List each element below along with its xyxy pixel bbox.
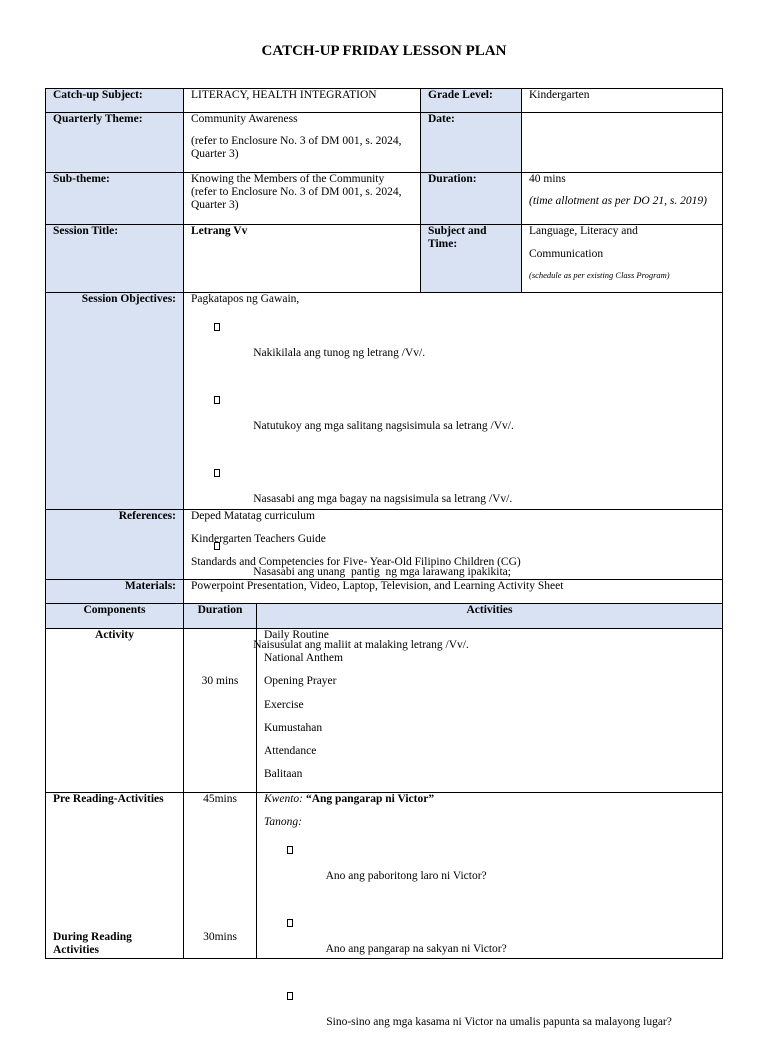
- reference-item: Standards and Competencies for Five- Year-Old Filipino Children (CG): [191, 556, 521, 568]
- grade-level-value: Kindergarten: [521, 88, 723, 113]
- sub-theme-label: Sub-theme:: [45, 172, 184, 225]
- quarterly-theme-value: Community Awareness: [191, 113, 298, 125]
- activity-item: Opening Prayer: [264, 675, 337, 688]
- duration-cell: [521, 172, 723, 225]
- activity-item: National Anthem: [264, 652, 343, 665]
- during-reading-duration: 30mins: [203, 931, 237, 943]
- catchup-subject-value: LITERACY, HEALTH INTEGRATION: [183, 88, 421, 113]
- reading-duration-cell: [183, 792, 257, 959]
- objective-item: [191, 321, 715, 373]
- quarterly-theme-cell: [183, 112, 421, 173]
- box-bullet-icon: [214, 396, 220, 404]
- question-item: [264, 844, 715, 896]
- question-item: [264, 917, 715, 969]
- objectives-intro: Pagkatapos ng Gawain,: [191, 293, 300, 305]
- activity-duration-cell: [183, 628, 257, 793]
- question-text: Ano ang pangarap na sakyan ni Victor?: [325, 943, 507, 955]
- subject-time-cell: [521, 224, 723, 293]
- story-title: “Ang pangarap ni Victor”: [305, 793, 435, 805]
- activity-item: Exercise: [264, 698, 304, 711]
- activity-item: Attendance: [264, 744, 317, 757]
- subject-time-label: Subject and Time:: [428, 225, 487, 250]
- activity-list-cell: [256, 628, 723, 793]
- subject-time-label-cell: [420, 224, 522, 293]
- subject-time-note: (schedule as per existing Class Program): [529, 270, 670, 280]
- quarterly-theme-label: Quarterly Theme:: [45, 112, 184, 173]
- reference-item: Deped Matatag curriculum: [191, 510, 315, 522]
- activity-component: Activity: [45, 628, 184, 793]
- box-bullet-icon: [287, 992, 293, 1000]
- session-title-label: Session Title:: [45, 224, 184, 293]
- components-header: Components: [45, 603, 184, 629]
- objective-text: Natutukoy ang mga salitang nagsisimula sa letrang /Vv/.: [253, 420, 514, 432]
- activity-item: Kumustahan: [264, 721, 323, 734]
- catchup-subject-label: Catch-up Subject:: [45, 88, 184, 113]
- duration-note: (time allotment as per DO 21, s. 2019): [529, 195, 707, 207]
- activities-header: Activities: [256, 603, 723, 629]
- question-item: [264, 990, 715, 1042]
- date-value: [521, 112, 723, 173]
- question-text: Ano ang paboritong laro ni Victor?: [325, 870, 487, 882]
- reading-activities-cell: [256, 792, 723, 1028]
- objective-text: Nasasabi ang unang pantig ng mga larawang ipakikita;: [253, 566, 511, 578]
- activity-duration: 30 mins: [201, 675, 239, 687]
- objective-item: [191, 394, 715, 446]
- reading-component-cell: [45, 792, 184, 959]
- session-objectives-label: Session Objectives:: [45, 292, 184, 510]
- box-bullet-icon: [287, 919, 293, 927]
- materials-value: Powerpoint Presentation, Video, Laptop, Television, and Learning Activity Sheet: [183, 579, 723, 604]
- session-title-value: Letrang Vv: [183, 224, 421, 293]
- during-reading-component: During Reading Activities: [53, 931, 132, 956]
- question-text: Sino-sino ang mga kasama ni Victor na umalis papunta sa malayong lugar?: [326, 1016, 672, 1028]
- duration-header: Duration: [183, 603, 257, 629]
- activity-item: Daily Routine: [264, 629, 329, 641]
- box-bullet-icon: [287, 846, 293, 854]
- reference-item: Kindergarten Teachers Guide: [191, 533, 326, 545]
- box-bullet-icon: [214, 469, 220, 477]
- objective-text: Nasasabi ang mga bagay na nagsisimula sa letrang /Vv/.: [253, 493, 513, 505]
- sub-theme-line: Quarter 3): [191, 199, 239, 211]
- subject-time-line: Communication: [529, 248, 604, 260]
- objective-text: Nakikilala ang tunog ng letrang /Vv/.: [253, 347, 426, 359]
- subject-time-line: Language, Literacy and: [529, 225, 638, 237]
- story-line: [264, 793, 715, 806]
- pre-reading-component: Pre Reading-Activities: [53, 793, 164, 805]
- references-cell: [183, 509, 723, 580]
- date-label: Date:: [420, 112, 522, 173]
- quarterly-theme-note-line: Quarter 3): [191, 148, 239, 160]
- activity-item: Balitaan: [264, 768, 303, 781]
- pre-reading-duration: 45mins: [203, 793, 237, 805]
- references-label: References:: [45, 509, 184, 580]
- sub-theme-cell: [183, 172, 421, 225]
- quarterly-theme-note-line: (refer to Enclosure No. 3 of DM 001, s. 2024,: [191, 135, 402, 147]
- duration-value: 40 mins: [529, 173, 566, 185]
- objective-text: Naisusulat ang maliit at malaking letrang /Vv/.: [253, 639, 469, 651]
- story-label: Kwento:: [264, 793, 303, 805]
- page-title: CATCH-UP FRIDAY LESSON PLAN: [261, 43, 507, 59]
- box-bullet-icon: [214, 323, 220, 331]
- sub-theme-line: Knowing the Members of the Community: [191, 173, 385, 185]
- duration-label: Duration:: [420, 172, 522, 225]
- materials-label: Materials:: [45, 579, 184, 604]
- question-label: Tanong:: [264, 816, 302, 828]
- grade-level-label: Grade Level:: [420, 88, 522, 113]
- sub-theme-line: (refer to Enclosure No. 3 of DM 001, s. 2024,: [191, 186, 402, 198]
